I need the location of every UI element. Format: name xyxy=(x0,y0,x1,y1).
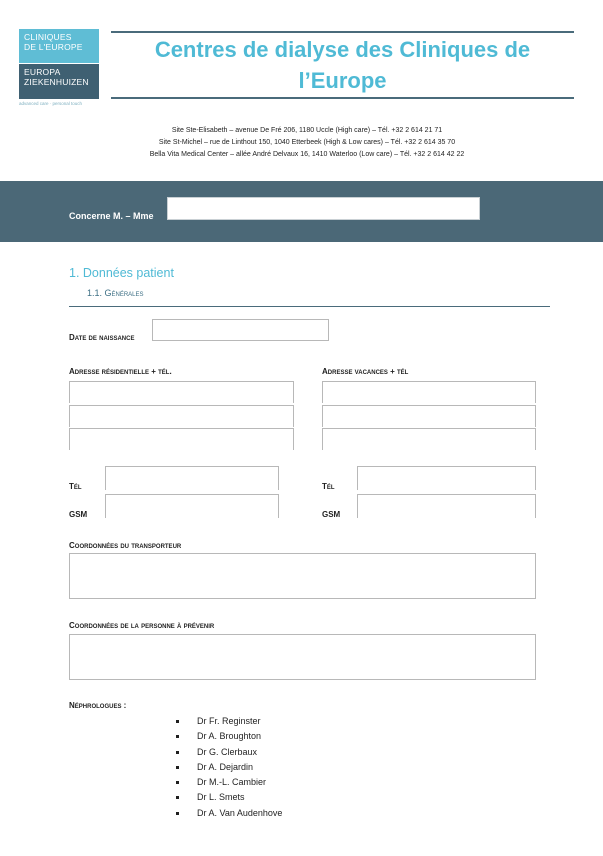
vacation-tel-field[interactable] xyxy=(357,466,536,490)
list-item xyxy=(176,729,282,744)
bullet-icon xyxy=(176,735,179,738)
logo-bottom-block xyxy=(19,64,99,99)
home-address-label: Adresse résidentielle + tél. xyxy=(69,367,172,376)
home-gsm-label: GSM xyxy=(69,510,88,519)
nephrologists-label: Néphrologues : xyxy=(69,701,127,710)
transporter-field[interactable] xyxy=(69,553,536,599)
bullet-icon xyxy=(176,796,179,799)
home-address-line-2[interactable] xyxy=(69,405,294,427)
list-item xyxy=(176,760,282,775)
contact-person-label: Coordonnées de la personne à prévenir xyxy=(69,621,215,630)
nephrologist-name: Dr A. Dejardin xyxy=(197,761,254,772)
vacation-gsm-label: GSM xyxy=(322,510,341,519)
home-gsm-field[interactable] xyxy=(105,494,279,518)
nephrologist-name: Dr A. Broughton xyxy=(197,731,262,742)
vacation-address-line-1[interactable] xyxy=(322,381,536,403)
nephrologist-name: Dr G. Clerbaux xyxy=(197,746,258,757)
list-item xyxy=(176,714,282,729)
title-top-rule xyxy=(111,31,574,33)
title-bottom-rule xyxy=(111,97,574,99)
list-item xyxy=(176,790,282,805)
vacation-address-line-3[interactable] xyxy=(322,428,536,450)
home-tel-field[interactable] xyxy=(105,466,279,490)
vacation-address-line-2[interactable] xyxy=(322,405,536,427)
contact-person-field[interactable] xyxy=(69,634,536,680)
address-line-1: Site Ste-Elisabeth – avenue De Fré 206, 1180 Uccle (High care) – Tél. +32 2 614 21 71 xyxy=(171,127,443,134)
address-line-2: Site St-Michel – rue de Linthout 150, 1040 Etterbeek (High & Low cares) – Tél. +32 2 614 35 70 xyxy=(158,139,456,146)
home-address-line-3[interactable] xyxy=(69,428,294,450)
bullet-icon xyxy=(176,720,179,723)
page-title: Centres de dialyse des Cliniques de l’Europe xyxy=(154,37,531,93)
logo-top-block xyxy=(19,29,99,63)
vacation-gsm-field[interactable] xyxy=(357,494,536,518)
birthdate-label: Date de naissance xyxy=(69,333,135,342)
concerne-label: Concerne M. – Mme xyxy=(69,211,154,221)
bullet-icon xyxy=(176,781,179,784)
home-address-line-1[interactable] xyxy=(69,381,294,403)
nephrologist-name: Dr L. Smets xyxy=(197,792,245,803)
logo-bottom-text: EUROPA ZIEKENHUIZEN xyxy=(24,67,89,87)
list-item xyxy=(176,775,282,790)
section-subtitle: 1.1. Générales xyxy=(87,288,144,298)
bullet-icon xyxy=(176,766,179,769)
birthdate-field[interactable] xyxy=(152,319,329,341)
logo-top-text: CLINIQUES DE L'EUROPE xyxy=(24,32,83,52)
concerne-field[interactable] xyxy=(167,197,480,220)
list-item xyxy=(176,806,282,821)
section-rule xyxy=(69,306,550,307)
nephrologists-list xyxy=(176,714,282,821)
bullet-icon xyxy=(176,751,179,754)
logo-tagline: advanced care · personal touch xyxy=(19,101,83,106)
transporter-label: Coordonnées du transporteur xyxy=(69,541,182,550)
address-line-3: Bella Vita Medical Center – allée André Delvaux 16, 1410 Waterloo (Low care) – Tél. +32 2 614 42 22 xyxy=(149,151,465,158)
vacation-tel-label: Tél xyxy=(322,482,335,491)
bullet-icon xyxy=(176,812,179,815)
vacation-address-label: Adresse vacances + tél xyxy=(322,367,409,376)
home-tel-label: Tél xyxy=(69,482,82,491)
nephrologist-name: Dr Fr. Reginster xyxy=(197,716,261,726)
nephrologist-name: Dr A. Van Audenhove xyxy=(197,807,283,818)
section-title: 1. Données patient xyxy=(69,266,174,280)
list-item xyxy=(176,745,282,760)
nephrologist-name: Dr M.-L. Cambier xyxy=(197,777,267,788)
